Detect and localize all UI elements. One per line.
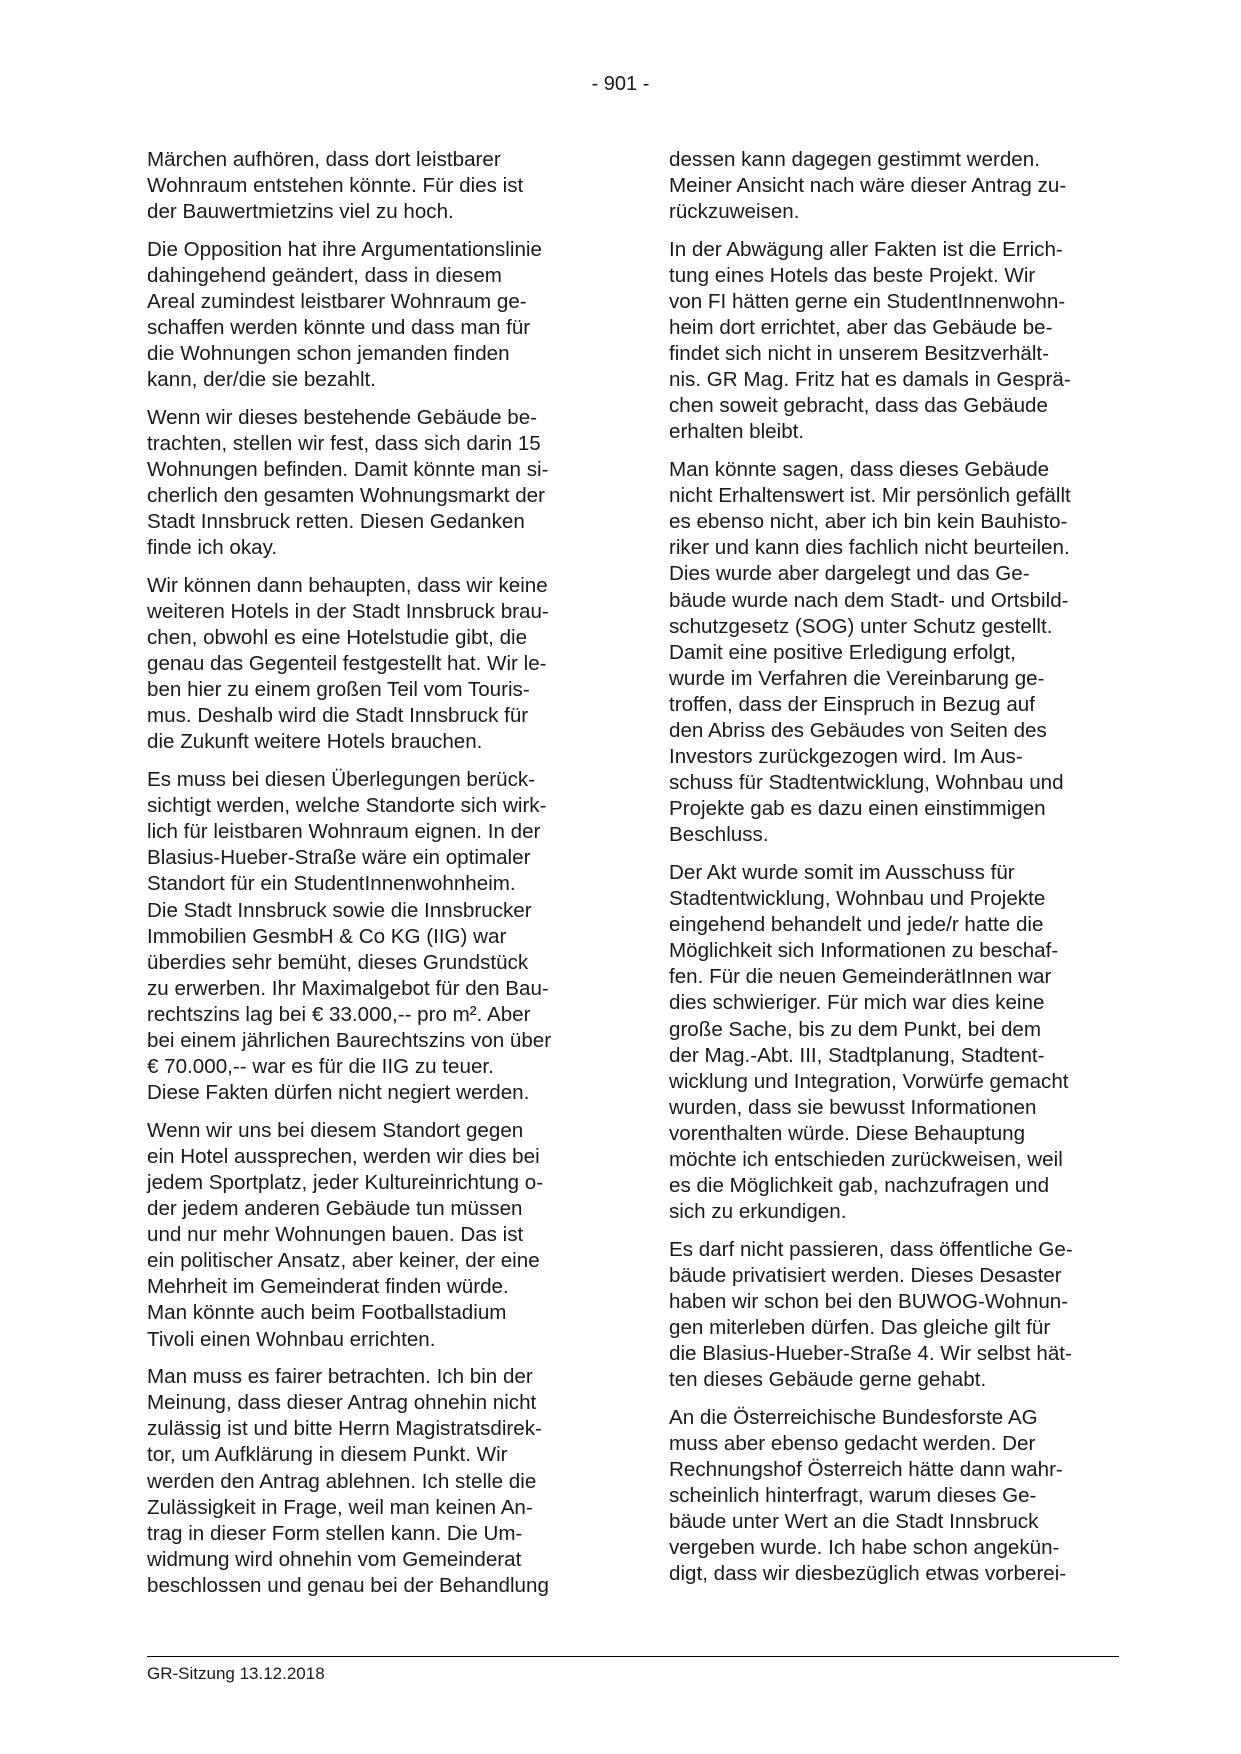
right-column [669,147,1119,1599]
paragraph: Es muss bei diesen Überlegungen berück- sichtigt werden, welche Standorte sich wirk- lich für leistbaren Wohnraum eignen. In der Blasius-Hueber-Straße wäre ein optimaler Standort für ein StudentInnenwohnheim. Die Stadt Innsbruck sowie die Innsbrucker Immobilien GesmbH & Co KG (IIG) war überdies sehr bemüht, dieses Grundstück zu erwerben. Ihr Maximalgebot für den Bau- rechtszins lag bei € 33.000,-- pro m². Aber bei einem jährlichen Baurechtszins von über € 70.000,-- war es für die IIG zu teuer. Diese Fakten dürfen nicht negiert werden. [147,768,552,1105]
page-number: - 901 - [591,73,650,95]
paragraph: In der Abwägung aller Fakten ist die Errich- tung eines Hotels das beste Projekt. Wir von FI hätten gerne ein StudentInnenwohn- heim dort errichtet, aber das Gebäude be- findet sich nicht in unserem Besitzverhält- nis. GR Mag. Fritz hat es damals in Gesprä- chen soweit gebracht, dass das Gebäude erhalten bleibt. [669,237,1071,444]
paragraph: An die Österreichische Bundesforste AG muss aber ebenso gedacht werden. Der Rechnungshof Österreich hätte dann wahr- scheinlich hinterfragt, warum dieses Ge- bäude unter Wert an die Stadt Innsbruck vergeben wurde. Ich habe schon angekün- digt, dass wir diesbezüglich etwas vorberei- [669,1405,1067,1586]
paragraph: Man könnte sagen, dass dieses Gebäude nicht Erhaltenswert ist. Mir persönlich gefällt es ebenso nicht, aber ich bin kein Bauhisto- riker und kann dies fachlich nicht beurteilen. Dies wurde aber dargelegt und das Ge- bäude wurde nach dem Stadt- und Ortsbild- schutzgesetz (SOG) unter Schutz gestellt. Damit eine positive Erledigung erfolgt, wurde im Verfahren die Vereinbarung ge- troffen, dass der Einspruch in Bezug auf den Abriss des Gebäudes von Seiten des Investors zurückgezogen wird. Im Aus- schuss für Stadtentwicklung, Wohnbau und Projekte gab es dazu einen einstimmigen Beschluss. [669,458,1071,847]
paragraph: Es darf nicht passieren, dass öffentliche Ge- bäude privatisiert werden. Dieses Desaster haben wir schon bei den BUWOG-Wohnun- gen miterleben dürfen. Das gleiche gilt für die Blasius-Hueber-Straße 4. Wir selbst hät- ten dieses Gebäude gerne gehabt. [669,1237,1073,1392]
paragraph: Wir können dann behaupten, dass wir keine weiteren Hotels in der Stadt Innsbruck brau- chen, obwohl es eine Hotelstudie gibt, die genau das Gegenteil festgestellt hat. Wir le- ben hier zu einem großen Teil vom Touris- mus. Deshalb wird die Stadt Innsbruck für die Zukunft weitere Hotels brauchen. [147,573,549,754]
footer-divider [147,1656,1119,1657]
paragraph: Der Akt wurde somit im Ausschuss für Stadtentwicklung, Wohnbau und Projekte eingehend behandelt und jede/r hatte die Möglichkeit sich Informationen zu beschaf- fen. Für die neuen GemeinderätInnen war dies schwieriger. Für mich war dies keine große Sache, bis zu dem Punkt, bei dem der Mag.-Abt. III, Stadtplanung, Stadtent- wicklung und Integration, Vorwürfe gemacht wurden, dass sie bewusst Informationen vorenthalten würde. Diese Behauptung möchte ich entschieden zurückweisen, weil es die Möglichkeit gab, nachzufragen und sich zu erkundigen. [669,860,1069,1224]
footer-text: GR-Sitzung 13.12.2018 [147,1664,325,1683]
paragraph: Märchen aufhören, dass dort leistbarer Wohnraum entstehen könnte. Für dies ist der Bauwertmietzins viel zu hoch. [147,148,524,224]
paragraph: dessen kann dagegen gestimmt werden. Meiner Ansicht nach wäre dieser Antrag zu- rückzuweisen. [669,148,1067,224]
paragraph: Man muss es fairer betrachten. Ich bin der Meinung, dass dieser Antrag ohnehin nicht zulässig ist und bitte Herrn Magistratsdirek- tor, um Aufklärung in diesem Punkt. Wir werden den Antrag ablehnen. Ich stelle die Zulässigkeit in Frage, weil man keinen An- trag in dieser Form stellen kann. Die Um- widmung wird ohnehin vom Gemeinderat beschlossen und genau bei der Behandlung [147,1365,549,1597]
paragraph: Die Opposition hat ihre Argumentationslinie dahingehend geändert, dass in diesem Areal zumindest leistbarer Wohnraum ge- schaffen werden könnte und dass man für die Wohnungen schon jemanden finden kann, der/die sie bezahlt. [147,237,542,392]
paragraph: Wenn wir dieses bestehende Gebäude be- trachten, stellen wir fest, dass sich darin 15 Wohnungen befinden. Damit könnte man si- cherlich den gesamten Wohnungsmarkt der Stadt Innsbruck retten. Diesen Gedanken finde ich okay. [147,405,549,560]
left-column [147,147,597,1610]
paragraph: Wenn wir uns bei diesem Standort gegen ein Hotel aussprechen, werden wir dies bei jedem Sportplatz, jeder Kultureinrichtung o- der jedem anderen Gebäude tun müssen und nur mehr Wohnungen bauen. Das ist ein politischer Ansatz, aber keiner, der eine Mehrheit im Gemeinderat finden würde. Man könnte auch beim Footballstadium Tivoli einen Wohnbau errichten. [147,1118,544,1351]
